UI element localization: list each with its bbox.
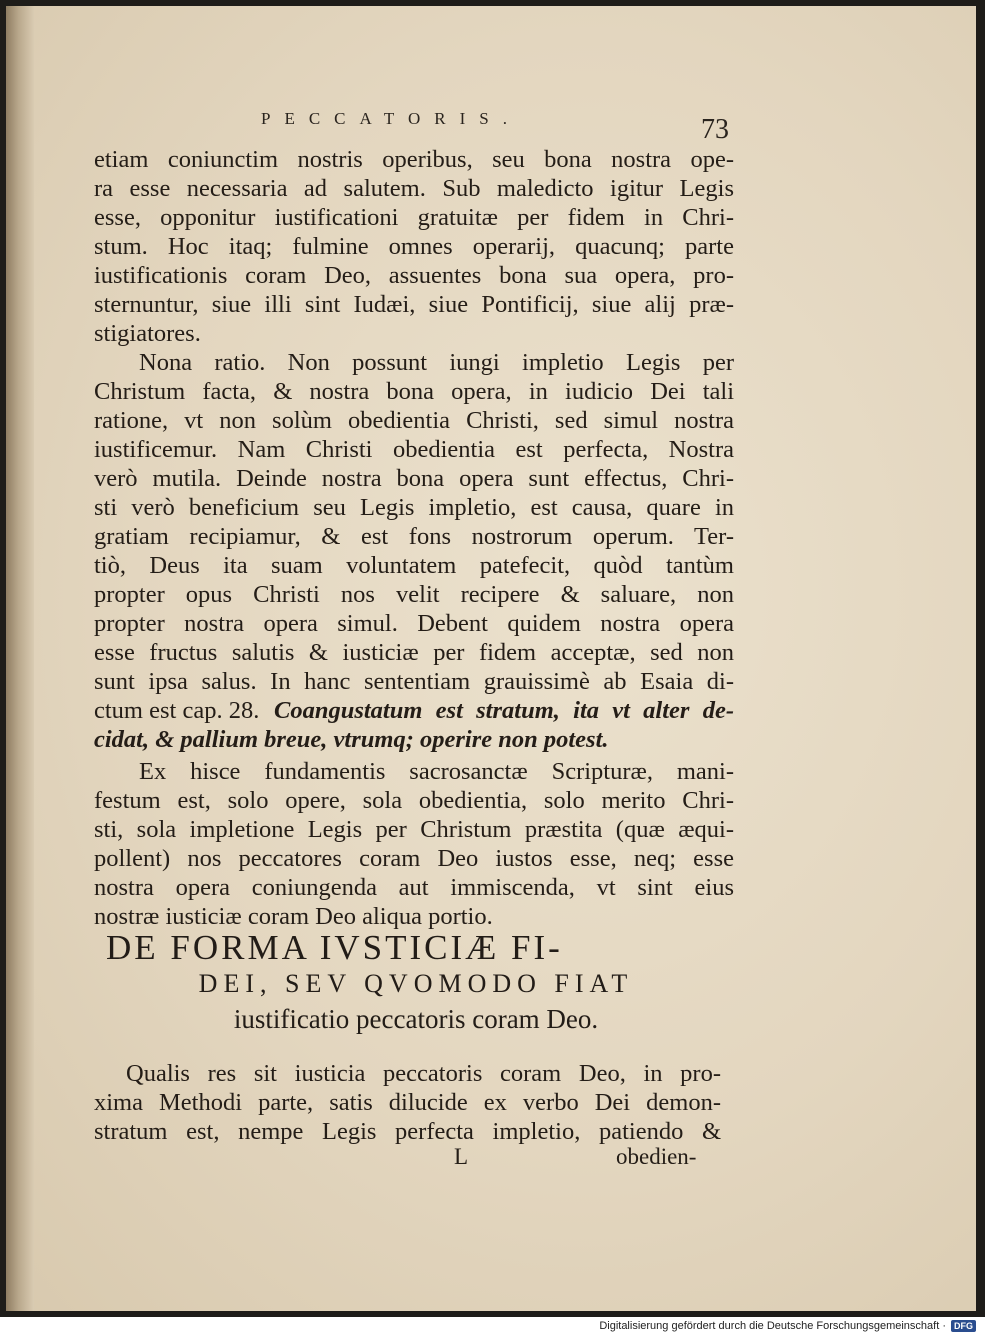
text-line: sunt ipsa salus. In hanc sententiam grauissimè ab Esaia di- [94,668,734,695]
text-line: esse, opponitur iustificationi gratuitæ per fidem in Chri- [94,204,734,231]
signature-mark: L [454,1144,469,1169]
text-line: ra esse necessaria ad salutem. Sub maledicto igitur Legis [94,175,734,202]
credit-text: Digitalisierung gefördert durch die Deutsche Forschungsgemeinschaft · [599,1320,946,1332]
text-line: propter nostra opera simul. Debent quidem nostra opera [94,610,734,637]
text-line: ratione, vt non solùm obedientia Christi, sed simul nostra [94,407,734,434]
running-head: PECCATORIS. [261,109,521,128]
text-line: Nona ratio. Non possunt iungi impletio Legis per [139,349,734,376]
text-line: sti, sola impletione Legis per Christum præstita (quæ æqui- [94,816,734,843]
text-line: stigiatores. [94,320,201,347]
text-line: sti verò beneficium seu Legis impletio, est causa, quare in [94,494,734,521]
text-line: etiam coniunctim nostris operibus, seu bona nostra ope- [94,146,734,173]
text-line: xima Methodi parte, satis dilucide ex verbo Dei demon- [94,1089,721,1116]
text-line: iustificationis coram Deo, assuentes bona sua opera, pro- [94,262,734,289]
text-line: verò mutila. Deinde nostra bona opera sunt effectus, Chri- [94,465,734,492]
text-line: nostra opera coniungenda aut immiscenda, vt sint eius [94,874,734,901]
text-line: iustificemur. Nam Christi obedientia est perfecta, Nostra [94,436,734,463]
text-line: festum est, solo opere, sola obedientia, solo merito Chri- [94,787,734,814]
page-text [6,6,976,1311]
dfg-logo: DFG [951,1320,976,1332]
book-page [6,6,976,1311]
text-line: nostræ iusticiæ coram Deo aliqua portio. [94,903,493,930]
catchword: obedien- [616,1144,697,1169]
text-line: esse fructus salutis & iusticiæ per fidem acceptæ, sed non [94,639,734,666]
page-number: 73 [701,114,729,145]
section-heading-line-1: DE FORMA IVSTICIÆ FI- [106,928,563,967]
text-line: ctum est cap. 28. [94,697,260,724]
text-line: sternuntur, siue illi sint Iudæi, siue Pontificij, siue alij præ- [94,291,734,318]
section-heading-line-2: DEI, SEV QVOMODO FIAT [198,969,634,998]
text-line: pollent) nos peccatores coram Deo iustos esse, neq; esse [94,845,734,872]
text-line: stum. Hoc itaq; fulmine omnes operarij, quacunq; parte [94,233,734,260]
text-line: propter opus Christi nos velit recipere & saluare, non [94,581,734,608]
text-line: stratum est, nempe Legis perfecta impletio, patiendo & [94,1118,721,1145]
text-line: Christum facta, & nostra bona opera, in iudicio Dei tali [94,378,734,405]
quote-line: cidat, & pallium breue, vtrumq; operire non potest. [94,726,609,753]
text-line: tiò, Deus ita suam voluntatem patefecit, quòd tantùm [94,552,734,579]
text-line: Ex hisce fundamentis sacrosanctæ Scripturæ, mani- [139,758,734,785]
digitization-credit [599,1320,976,1332]
quote-line: Coangustatum est stratum, ita vt alter de- [274,697,734,724]
section-heading-line-3: iustificatio peccatoris coram Deo. [233,1004,599,1034]
text-line: gratiam recipiamur, & est fons nostrorum operum. Ter- [94,523,734,550]
text-line: Qualis res sit iusticia peccatoris coram Deo, in pro- [126,1060,721,1087]
